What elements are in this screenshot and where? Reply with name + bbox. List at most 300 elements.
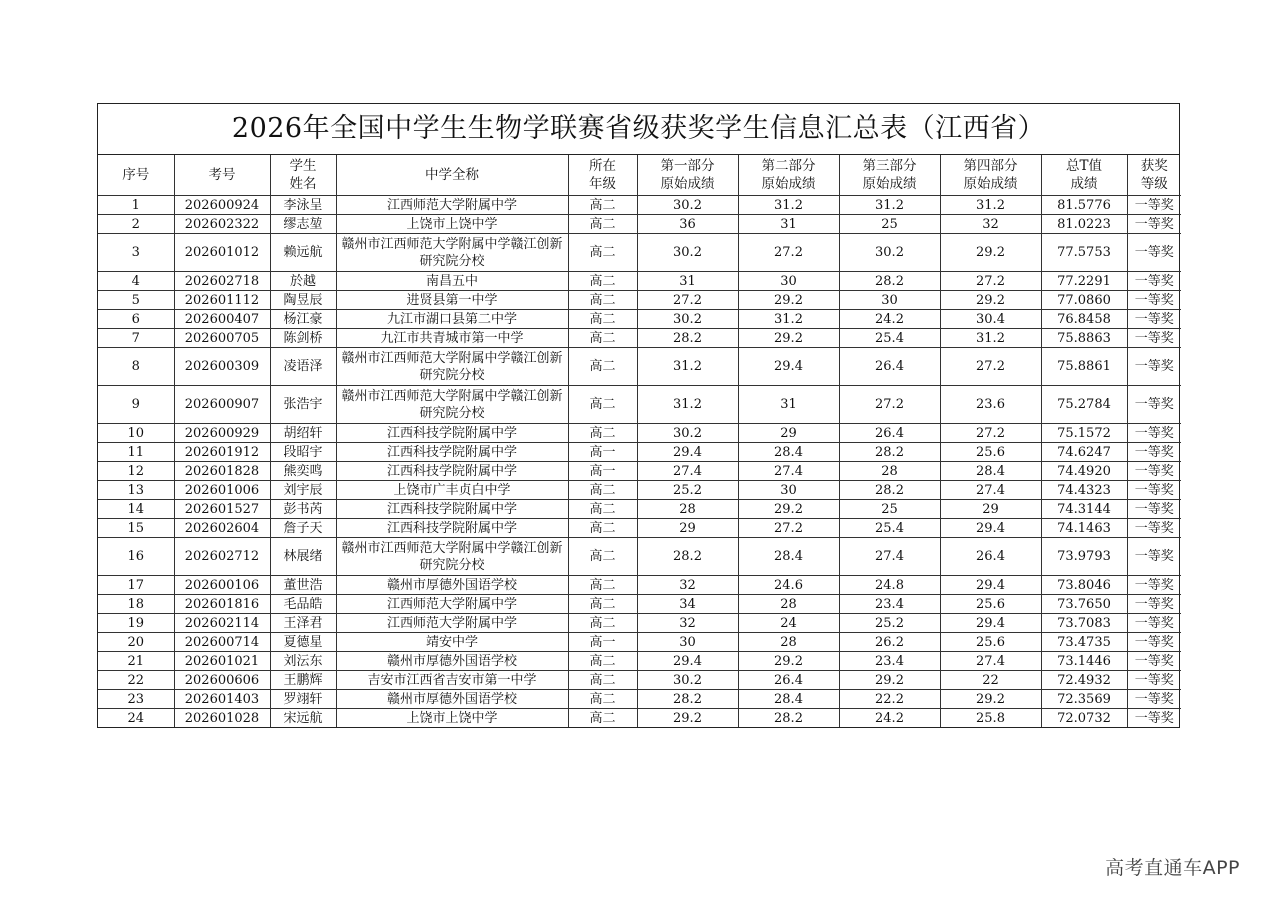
header-text: 第四部分 bbox=[963, 158, 1018, 174]
table-row bbox=[98, 652, 1181, 671]
part3-cell: 23.4 bbox=[839, 595, 940, 614]
index-cell: 16 bbox=[98, 538, 174, 576]
name-cell: 林展绪 bbox=[270, 538, 336, 576]
part3-cell: 28 bbox=[839, 462, 940, 481]
table-row bbox=[98, 310, 1181, 329]
part1-cell: 30.2 bbox=[637, 424, 738, 443]
exam-no-cell: 202601816 bbox=[174, 595, 270, 614]
school-cell: 赣州市江西师范大学附属中学赣江创新研究院分校 bbox=[336, 386, 568, 424]
part3-cell: 28.2 bbox=[839, 481, 940, 500]
part2-cell: 31 bbox=[738, 386, 839, 424]
part4-cell: 27.2 bbox=[940, 348, 1041, 386]
header-text: 总T值 bbox=[1065, 158, 1102, 174]
header-text: 第一部分 bbox=[660, 158, 715, 174]
school-cell: 上饶市广丰贞白中学 bbox=[336, 481, 568, 500]
award-cell: 一等奖 bbox=[1127, 196, 1181, 215]
name-cell: 杨江豪 bbox=[270, 310, 336, 329]
table-header-row bbox=[98, 155, 1181, 196]
part3-cell: 26.4 bbox=[839, 424, 940, 443]
part2-cell: 27.2 bbox=[738, 234, 839, 272]
part3-cell: 30 bbox=[839, 291, 940, 310]
name-cell: 王泽君 bbox=[270, 614, 336, 633]
school-cell: 九江市共青城市第一中学 bbox=[336, 329, 568, 348]
table-row bbox=[98, 709, 1181, 728]
grade-cell: 高一 bbox=[568, 443, 637, 462]
part4-cell: 25.6 bbox=[940, 633, 1041, 652]
table-body bbox=[98, 196, 1181, 728]
grade-cell: 高二 bbox=[568, 690, 637, 709]
part2-cell: 24 bbox=[738, 614, 839, 633]
school-cell: 江西师范大学附属中学 bbox=[336, 614, 568, 633]
part1-cell: 29.4 bbox=[637, 652, 738, 671]
exam-no-cell: 202601403 bbox=[174, 690, 270, 709]
part1-cell: 32 bbox=[637, 576, 738, 595]
part4-cell: 23.6 bbox=[940, 386, 1041, 424]
exam-no-cell: 202602114 bbox=[174, 614, 270, 633]
school-cell: 江西科技学院附属中学 bbox=[336, 500, 568, 519]
header-col-award bbox=[1127, 155, 1181, 196]
part1-cell: 30.2 bbox=[637, 196, 738, 215]
table-row bbox=[98, 462, 1181, 481]
total-t-cell: 73.1446 bbox=[1041, 652, 1127, 671]
header-text: 等级 bbox=[1140, 176, 1168, 192]
grade-cell: 高二 bbox=[568, 538, 637, 576]
exam-no-cell: 202601112 bbox=[174, 291, 270, 310]
grade-cell: 高二 bbox=[568, 386, 637, 424]
school-cell: 吉安市江西省吉安市第一中学 bbox=[336, 671, 568, 690]
table-row bbox=[98, 196, 1181, 215]
part1-cell: 30.2 bbox=[637, 671, 738, 690]
grade-cell: 高二 bbox=[568, 519, 637, 538]
part4-cell: 29.2 bbox=[940, 690, 1041, 709]
part4-cell: 27.2 bbox=[940, 424, 1041, 443]
school-cell: 赣州市厚德外国语学校 bbox=[336, 652, 568, 671]
part4-cell: 29 bbox=[940, 500, 1041, 519]
header-col-index bbox=[98, 155, 174, 196]
index-cell: 3 bbox=[98, 234, 174, 272]
header-text: 第三部分 bbox=[862, 158, 917, 174]
school-cell: 赣州市江西师范大学附属中学赣江创新研究院分校 bbox=[336, 538, 568, 576]
name-cell: 李泳呈 bbox=[270, 196, 336, 215]
sheet-title: 2026年全国中学生生物学联赛省级获奖学生信息汇总表（江西省） bbox=[98, 104, 1179, 155]
exam-no-cell: 202602604 bbox=[174, 519, 270, 538]
header-text: 第二部分 bbox=[761, 158, 816, 174]
name-cell: 陈剑桥 bbox=[270, 329, 336, 348]
school-cell: 南昌五中 bbox=[336, 272, 568, 291]
award-cell: 一等奖 bbox=[1127, 348, 1181, 386]
part3-cell: 25 bbox=[839, 215, 940, 234]
part1-cell: 28.2 bbox=[637, 329, 738, 348]
part2-cell: 28.2 bbox=[738, 709, 839, 728]
grade-cell: 高二 bbox=[568, 348, 637, 386]
school-cell: 江西科技学院附属中学 bbox=[336, 443, 568, 462]
part4-cell: 29.2 bbox=[940, 291, 1041, 310]
table-row bbox=[98, 443, 1181, 462]
part2-cell: 29.2 bbox=[738, 329, 839, 348]
part2-cell: 24.6 bbox=[738, 576, 839, 595]
index-cell: 4 bbox=[98, 272, 174, 291]
index-cell: 13 bbox=[98, 481, 174, 500]
name-cell: 凌语泽 bbox=[270, 348, 336, 386]
award-cell: 一等奖 bbox=[1127, 291, 1181, 310]
grade-cell: 高二 bbox=[568, 595, 637, 614]
grade-cell: 高一 bbox=[568, 633, 637, 652]
header-text: 姓名 bbox=[289, 176, 317, 192]
part1-cell: 30.2 bbox=[637, 310, 738, 329]
grade-cell: 高二 bbox=[568, 671, 637, 690]
grade-cell: 高二 bbox=[568, 576, 637, 595]
table-row bbox=[98, 671, 1181, 690]
table-row bbox=[98, 424, 1181, 443]
name-cell: 夏德星 bbox=[270, 633, 336, 652]
exam-no-cell: 202601527 bbox=[174, 500, 270, 519]
exam-no-cell: 202600606 bbox=[174, 671, 270, 690]
index-cell: 10 bbox=[98, 424, 174, 443]
part1-cell: 25.2 bbox=[637, 481, 738, 500]
table-row bbox=[98, 519, 1181, 538]
part4-cell: 25.8 bbox=[940, 709, 1041, 728]
total-t-cell: 73.8046 bbox=[1041, 576, 1127, 595]
part1-cell: 29.2 bbox=[637, 709, 738, 728]
name-cell: 王鹏辉 bbox=[270, 671, 336, 690]
grade-cell: 高二 bbox=[568, 652, 637, 671]
name-cell: 刘宇辰 bbox=[270, 481, 336, 500]
award-cell: 一等奖 bbox=[1127, 215, 1181, 234]
part2-cell: 28.4 bbox=[738, 690, 839, 709]
award-cell: 一等奖 bbox=[1127, 386, 1181, 424]
index-cell: 6 bbox=[98, 310, 174, 329]
part1-cell: 28.2 bbox=[637, 538, 738, 576]
header-text: 获奖 bbox=[1140, 158, 1168, 174]
exam-no-cell: 202600929 bbox=[174, 424, 270, 443]
total-t-cell: 73.7650 bbox=[1041, 595, 1127, 614]
header-col-part4 bbox=[940, 155, 1041, 196]
header-col-school bbox=[336, 155, 568, 196]
part4-cell: 27.4 bbox=[940, 481, 1041, 500]
part1-cell: 29.4 bbox=[637, 443, 738, 462]
part3-cell: 28.2 bbox=[839, 272, 940, 291]
exam-no-cell: 202600309 bbox=[174, 348, 270, 386]
part4-cell: 31.2 bbox=[940, 196, 1041, 215]
header-text: 原始成绩 bbox=[660, 176, 715, 192]
award-cell: 一等奖 bbox=[1127, 576, 1181, 595]
award-cell: 一等奖 bbox=[1127, 690, 1181, 709]
award-cell: 一等奖 bbox=[1127, 481, 1181, 500]
exam-no-cell: 202601828 bbox=[174, 462, 270, 481]
part2-cell: 28 bbox=[738, 595, 839, 614]
name-cell: 熊奕鸣 bbox=[270, 462, 336, 481]
part2-cell: 31 bbox=[738, 215, 839, 234]
total-t-cell: 75.8861 bbox=[1041, 348, 1127, 386]
grade-cell: 高二 bbox=[568, 329, 637, 348]
header-col-part3 bbox=[839, 155, 940, 196]
school-cell: 进贤县第一中学 bbox=[336, 291, 568, 310]
part2-cell: 30 bbox=[738, 481, 839, 500]
exam-no-cell: 202600407 bbox=[174, 310, 270, 329]
total-t-cell: 74.6247 bbox=[1041, 443, 1127, 462]
part2-cell: 29.2 bbox=[738, 652, 839, 671]
total-t-cell: 73.7083 bbox=[1041, 614, 1127, 633]
total-t-cell: 81.5776 bbox=[1041, 196, 1127, 215]
header-col-total-t bbox=[1041, 155, 1127, 196]
part1-cell: 28 bbox=[637, 500, 738, 519]
school-cell: 江西科技学院附属中学 bbox=[336, 424, 568, 443]
exam-no-cell: 202600924 bbox=[174, 196, 270, 215]
part3-cell: 24.8 bbox=[839, 576, 940, 595]
part2-cell: 27.4 bbox=[738, 462, 839, 481]
grade-cell: 高二 bbox=[568, 215, 637, 234]
school-cell: 江西师范大学附属中学 bbox=[336, 595, 568, 614]
award-cell: 一等奖 bbox=[1127, 234, 1181, 272]
header-text: 所在 bbox=[589, 158, 616, 174]
part1-cell: 30 bbox=[637, 633, 738, 652]
part2-cell: 27.2 bbox=[738, 519, 839, 538]
grade-cell: 高二 bbox=[568, 272, 637, 291]
exam-no-cell: 202600106 bbox=[174, 576, 270, 595]
header-text: 成绩 bbox=[1070, 176, 1098, 192]
part4-cell: 27.2 bbox=[940, 272, 1041, 291]
part1-cell: 34 bbox=[637, 595, 738, 614]
table-row bbox=[98, 500, 1181, 519]
name-cell: 胡绍轩 bbox=[270, 424, 336, 443]
total-t-cell: 72.0732 bbox=[1041, 709, 1127, 728]
index-cell: 11 bbox=[98, 443, 174, 462]
grade-cell: 高二 bbox=[568, 291, 637, 310]
school-cell: 赣州市江西师范大学附属中学赣江创新研究院分校 bbox=[336, 234, 568, 272]
part2-cell: 28.4 bbox=[738, 538, 839, 576]
index-cell: 1 bbox=[98, 196, 174, 215]
part3-cell: 25 bbox=[839, 500, 940, 519]
index-cell: 20 bbox=[98, 633, 174, 652]
header-text: 学生 bbox=[289, 158, 317, 174]
total-t-cell: 74.3144 bbox=[1041, 500, 1127, 519]
part4-cell: 22 bbox=[940, 671, 1041, 690]
part3-cell: 23.4 bbox=[839, 652, 940, 671]
part3-cell: 22.2 bbox=[839, 690, 940, 709]
header-col-student-name bbox=[270, 155, 336, 196]
part2-cell: 29.2 bbox=[738, 291, 839, 310]
total-t-cell: 75.1572 bbox=[1041, 424, 1127, 443]
name-cell: 毛品皓 bbox=[270, 595, 336, 614]
award-cell: 一等奖 bbox=[1127, 424, 1181, 443]
part2-cell: 30 bbox=[738, 272, 839, 291]
school-cell: 赣州市厚德外国语学校 bbox=[336, 690, 568, 709]
name-cell: 宋远航 bbox=[270, 709, 336, 728]
grade-cell: 高二 bbox=[568, 234, 637, 272]
part1-cell: 30.2 bbox=[637, 234, 738, 272]
part4-cell: 29.4 bbox=[940, 576, 1041, 595]
grade-cell: 高二 bbox=[568, 614, 637, 633]
school-cell: 赣州市江西师范大学附属中学赣江创新研究院分校 bbox=[336, 348, 568, 386]
award-cell: 一等奖 bbox=[1127, 671, 1181, 690]
grade-cell: 高二 bbox=[568, 196, 637, 215]
part3-cell: 26.4 bbox=[839, 348, 940, 386]
table-row bbox=[98, 633, 1181, 652]
app-watermark: 高考直通车APP bbox=[1105, 857, 1240, 879]
school-cell: 江西科技学院附属中学 bbox=[336, 519, 568, 538]
table-row bbox=[98, 614, 1181, 633]
award-cell: 一等奖 bbox=[1127, 443, 1181, 462]
name-cell: 詹子天 bbox=[270, 519, 336, 538]
name-cell: 董世浩 bbox=[270, 576, 336, 595]
part3-cell: 30.2 bbox=[839, 234, 940, 272]
part2-cell: 26.4 bbox=[738, 671, 839, 690]
part1-cell: 27.4 bbox=[637, 462, 738, 481]
header-text: 中学全称 bbox=[425, 167, 479, 183]
award-table bbox=[98, 155, 1181, 727]
total-t-cell: 81.0223 bbox=[1041, 215, 1127, 234]
index-cell: 21 bbox=[98, 652, 174, 671]
table-row bbox=[98, 291, 1181, 310]
index-cell: 12 bbox=[98, 462, 174, 481]
part3-cell: 27.2 bbox=[839, 386, 940, 424]
grade-cell: 高二 bbox=[568, 310, 637, 329]
school-cell: 九江市湖口县第二中学 bbox=[336, 310, 568, 329]
part4-cell: 32 bbox=[940, 215, 1041, 234]
table-row bbox=[98, 690, 1181, 709]
part2-cell: 28.4 bbox=[738, 443, 839, 462]
award-cell: 一等奖 bbox=[1127, 329, 1181, 348]
part3-cell: 24.2 bbox=[839, 310, 940, 329]
award-cell: 一等奖 bbox=[1127, 500, 1181, 519]
name-cell: 缪志堃 bbox=[270, 215, 336, 234]
table-row bbox=[98, 386, 1181, 424]
part2-cell: 28 bbox=[738, 633, 839, 652]
part4-cell: 30.4 bbox=[940, 310, 1041, 329]
header-text: 原始成绩 bbox=[963, 176, 1018, 192]
part3-cell: 31.2 bbox=[839, 196, 940, 215]
index-cell: 15 bbox=[98, 519, 174, 538]
award-cell: 一等奖 bbox=[1127, 633, 1181, 652]
table-row bbox=[98, 481, 1181, 500]
index-cell: 17 bbox=[98, 576, 174, 595]
school-cell: 江西科技学院附属中学 bbox=[336, 462, 568, 481]
index-cell: 7 bbox=[98, 329, 174, 348]
part3-cell: 25.2 bbox=[839, 614, 940, 633]
index-cell: 22 bbox=[98, 671, 174, 690]
award-cell: 一等奖 bbox=[1127, 272, 1181, 291]
name-cell: 罗翊轩 bbox=[270, 690, 336, 709]
index-cell: 8 bbox=[98, 348, 174, 386]
part1-cell: 31 bbox=[637, 272, 738, 291]
part1-cell: 32 bbox=[637, 614, 738, 633]
part3-cell: 24.2 bbox=[839, 709, 940, 728]
name-cell: 赖远航 bbox=[270, 234, 336, 272]
exam-no-cell: 202600907 bbox=[174, 386, 270, 424]
grade-cell: 高二 bbox=[568, 500, 637, 519]
part3-cell: 27.4 bbox=[839, 538, 940, 576]
part2-cell: 29 bbox=[738, 424, 839, 443]
part4-cell: 31.2 bbox=[940, 329, 1041, 348]
award-cell: 一等奖 bbox=[1127, 652, 1181, 671]
header-text: 考号 bbox=[208, 167, 236, 183]
index-cell: 23 bbox=[98, 690, 174, 709]
school-cell: 江西师范大学附属中学 bbox=[336, 196, 568, 215]
grade-cell: 高二 bbox=[568, 481, 637, 500]
name-cell: 段昭宇 bbox=[270, 443, 336, 462]
exam-no-cell: 202600714 bbox=[174, 633, 270, 652]
exam-no-cell: 202602712 bbox=[174, 538, 270, 576]
table-row bbox=[98, 234, 1181, 272]
part3-cell: 28.2 bbox=[839, 443, 940, 462]
index-cell: 18 bbox=[98, 595, 174, 614]
index-cell: 9 bbox=[98, 386, 174, 424]
header-text: 原始成绩 bbox=[862, 176, 917, 192]
award-cell: 一等奖 bbox=[1127, 519, 1181, 538]
total-t-cell: 72.4932 bbox=[1041, 671, 1127, 690]
part1-cell: 36 bbox=[637, 215, 738, 234]
part1-cell: 27.2 bbox=[637, 291, 738, 310]
table-row bbox=[98, 272, 1181, 291]
total-t-cell: 73.4735 bbox=[1041, 633, 1127, 652]
total-t-cell: 75.2784 bbox=[1041, 386, 1127, 424]
exam-no-cell: 202602718 bbox=[174, 272, 270, 291]
part4-cell: 25.6 bbox=[940, 595, 1041, 614]
index-cell: 2 bbox=[98, 215, 174, 234]
award-cell: 一等奖 bbox=[1127, 538, 1181, 576]
header-text: 原始成绩 bbox=[761, 176, 816, 192]
part4-cell: 26.4 bbox=[940, 538, 1041, 576]
total-t-cell: 74.4323 bbox=[1041, 481, 1127, 500]
index-cell: 19 bbox=[98, 614, 174, 633]
total-t-cell: 77.0860 bbox=[1041, 291, 1127, 310]
part3-cell: 26.2 bbox=[839, 633, 940, 652]
part1-cell: 31.2 bbox=[637, 348, 738, 386]
name-cell: 彭书芮 bbox=[270, 500, 336, 519]
part1-cell: 28.2 bbox=[637, 690, 738, 709]
total-t-cell: 73.9793 bbox=[1041, 538, 1127, 576]
exam-no-cell: 202602322 bbox=[174, 215, 270, 234]
part3-cell: 25.4 bbox=[839, 519, 940, 538]
school-cell: 赣州市厚德外国语学校 bbox=[336, 576, 568, 595]
table-row bbox=[98, 595, 1181, 614]
exam-no-cell: 202601021 bbox=[174, 652, 270, 671]
award-cell: 一等奖 bbox=[1127, 709, 1181, 728]
header-col-exam-no bbox=[174, 155, 270, 196]
part4-cell: 27.4 bbox=[940, 652, 1041, 671]
exam-no-cell: 202601912 bbox=[174, 443, 270, 462]
exam-no-cell: 202601006 bbox=[174, 481, 270, 500]
grade-cell: 高一 bbox=[568, 462, 637, 481]
part1-cell: 31.2 bbox=[637, 386, 738, 424]
header-col-grade bbox=[568, 155, 637, 196]
exam-no-cell: 202601028 bbox=[174, 709, 270, 728]
header-col-part2 bbox=[738, 155, 839, 196]
part2-cell: 31.2 bbox=[738, 196, 839, 215]
total-t-cell: 74.1463 bbox=[1041, 519, 1127, 538]
award-cell: 一等奖 bbox=[1127, 595, 1181, 614]
total-t-cell: 76.8458 bbox=[1041, 310, 1127, 329]
award-sheet bbox=[97, 103, 1180, 728]
name-cell: 刘沄东 bbox=[270, 652, 336, 671]
name-cell: 於越 bbox=[270, 272, 336, 291]
total-t-cell: 77.2291 bbox=[1041, 272, 1127, 291]
part4-cell: 29.4 bbox=[940, 519, 1041, 538]
header-col-part1 bbox=[637, 155, 738, 196]
award-cell: 一等奖 bbox=[1127, 310, 1181, 329]
table-row bbox=[98, 538, 1181, 576]
part3-cell: 25.4 bbox=[839, 329, 940, 348]
part2-cell: 29.4 bbox=[738, 348, 839, 386]
part4-cell: 29.4 bbox=[940, 614, 1041, 633]
grade-cell: 高二 bbox=[568, 424, 637, 443]
part4-cell: 29.2 bbox=[940, 234, 1041, 272]
part4-cell: 25.6 bbox=[940, 443, 1041, 462]
total-t-cell: 77.5753 bbox=[1041, 234, 1127, 272]
part2-cell: 31.2 bbox=[738, 310, 839, 329]
table-row bbox=[98, 576, 1181, 595]
name-cell: 张浩宇 bbox=[270, 386, 336, 424]
